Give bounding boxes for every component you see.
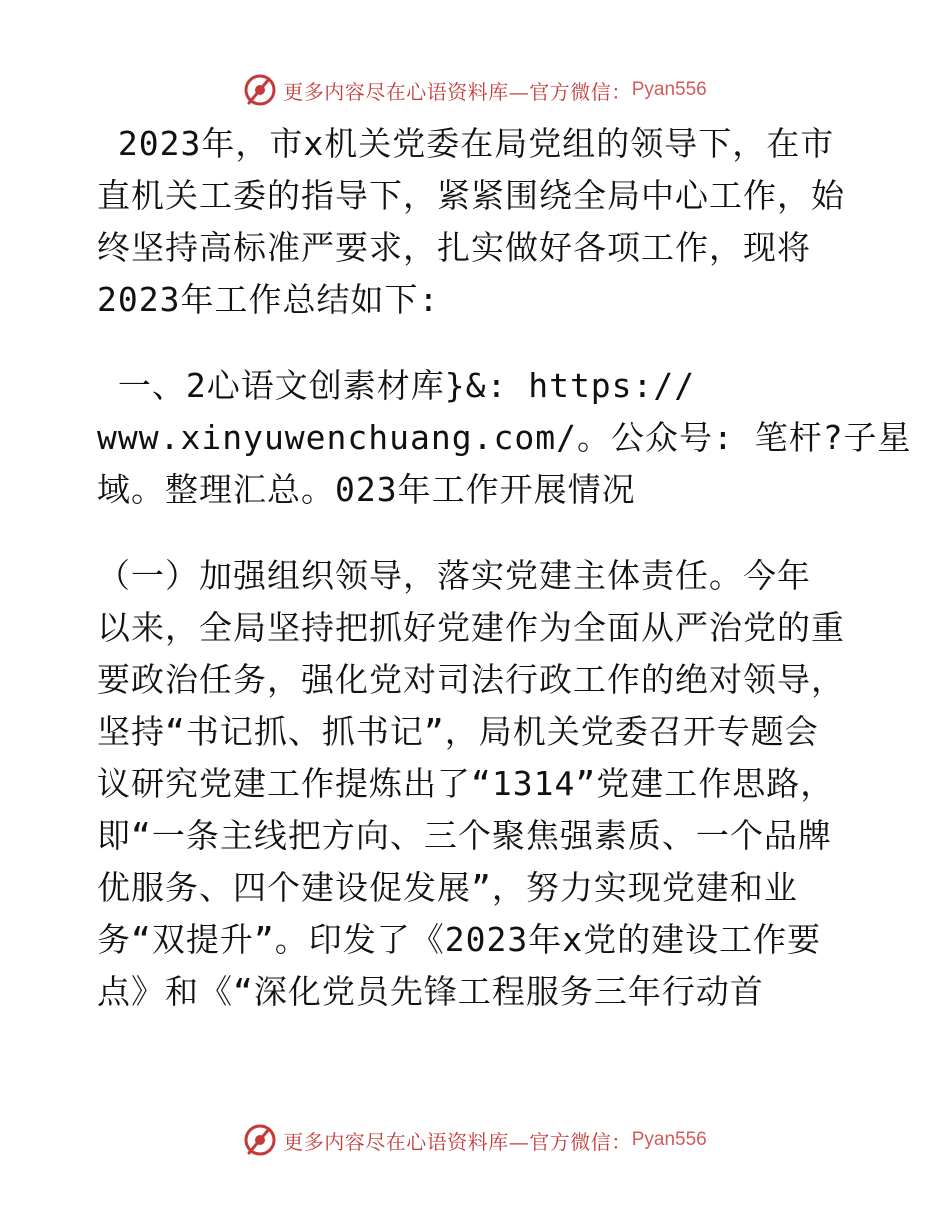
- document-body: [97, 118, 912, 1018]
- banner-wechat-id: Pyan556: [631, 1129, 707, 1150]
- text-line: 一、2心语文创素材库}&: https://: [97, 366, 696, 405]
- text-line: www.xinyuwenchuang.com/。公众号: 笔杆?子星: [97, 418, 912, 457]
- text-line: 2023年，市x机关党委在局党组的领导下，在市: [97, 124, 835, 163]
- text-line: 直机关工委的指导下，紧紧围绕全局中心工作，始: [97, 176, 845, 215]
- text-line: 域。整理汇总。023年工作开展情况: [97, 470, 636, 509]
- text-line: 点》和《“深化党员先锋工程服务三年行动首: [97, 972, 764, 1011]
- banner-text: 更多内容尽在心语资料库—官方微信：: [283, 1129, 632, 1154]
- header-banner: [0, 70, 950, 110]
- footer-banner: [0, 1120, 950, 1160]
- pen-logo-icon: [243, 73, 277, 107]
- text-line: 坚持“书记抓、抓书记”，局机关党委召开专题会: [97, 712, 819, 751]
- paragraph-section-heading: [97, 360, 912, 516]
- paragraph-intro: [97, 118, 867, 326]
- text-line: 优服务、四个建设促发展”，努力实现党建和业: [97, 868, 798, 907]
- banner-wechat-id: Pyan556: [631, 79, 707, 100]
- text-line: 以来，全局坚持把抓好党建作为全面从严治党的重: [97, 608, 845, 647]
- text-line: 终坚持高标准严要求，扎实做好各项工作，现将: [97, 228, 811, 267]
- text-line: （一）加强组织领导，落实党建主体责任。今年: [97, 556, 811, 595]
- text-line: 2023年工作总结如下:: [97, 280, 440, 319]
- paragraph-section-one: [97, 550, 867, 1018]
- text-line: 务“双提升”。印发了《2023年x党的建设工作要: [97, 920, 822, 959]
- text-line: 议研究党建工作提炼出了“1314”党建工作思路，: [97, 764, 835, 803]
- text-line: 即“一条主线把方向、三个聚焦强素质、一个品牌: [97, 816, 832, 855]
- banner-text: 更多内容尽在心语资料库—官方微信：: [283, 79, 632, 104]
- text-line: 要政治任务，强化党对司法行政工作的绝对领导，: [97, 660, 845, 699]
- pen-logo-icon: [243, 1123, 277, 1157]
